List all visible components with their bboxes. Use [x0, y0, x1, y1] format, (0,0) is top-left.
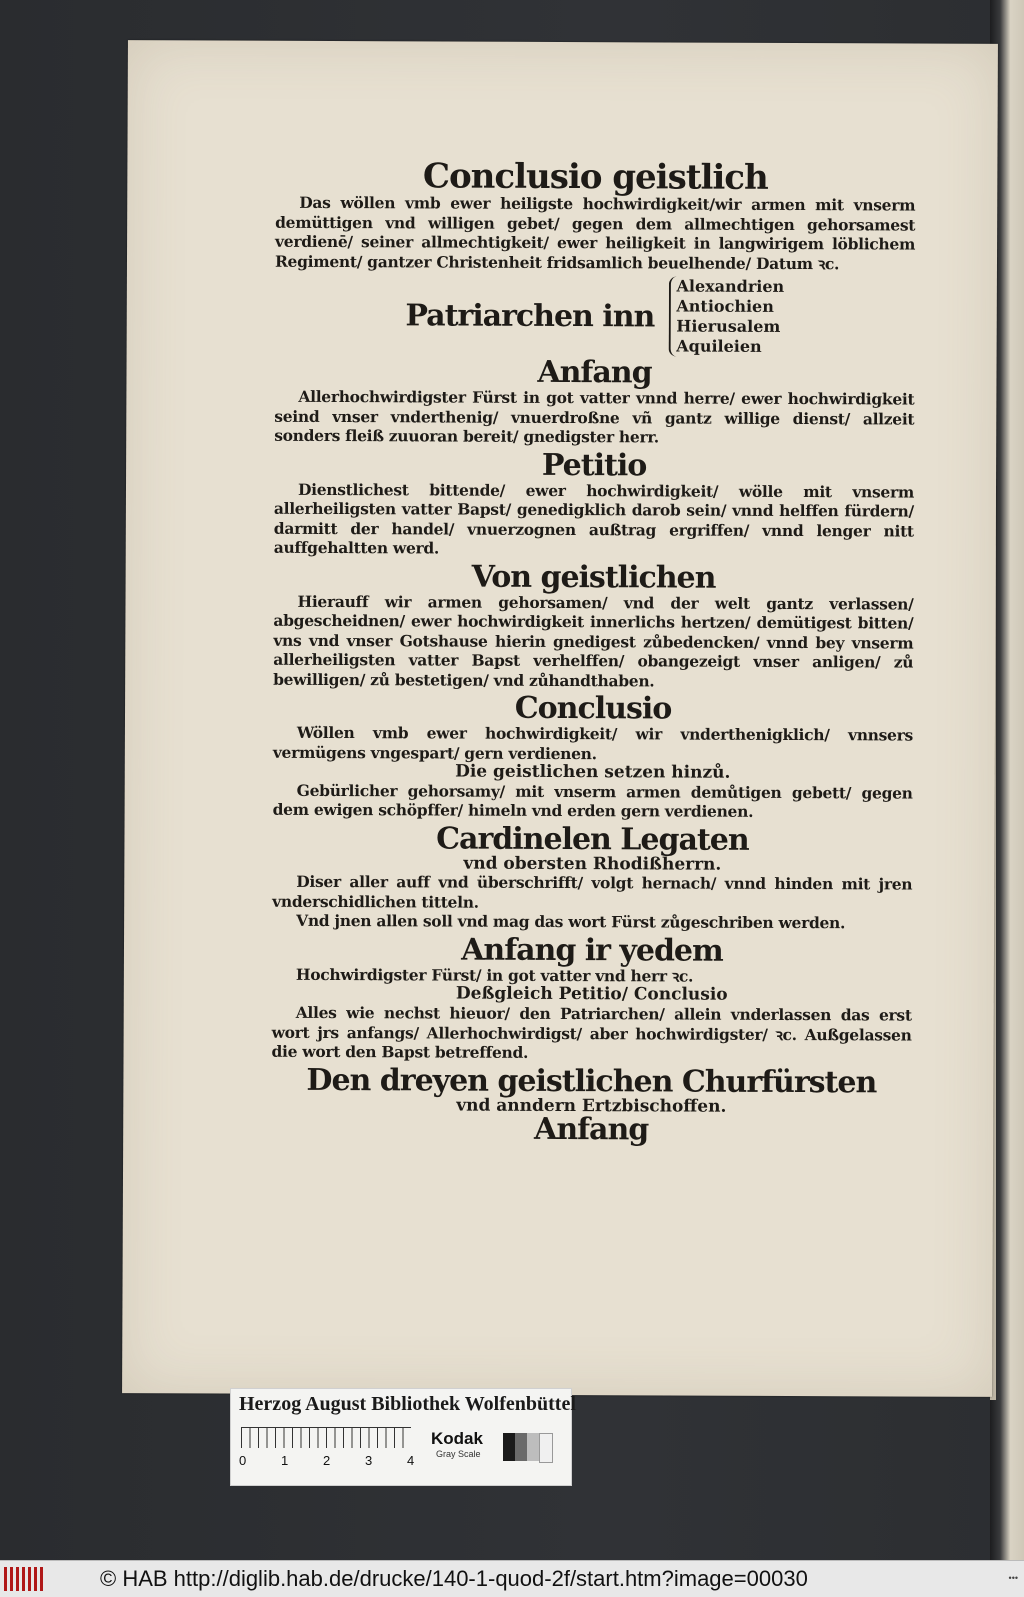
paragraph-conclusio-geistlich: Das wöllen vmb ewer heiligste hochwirdigkeit/wir armen mit vnserm demüttigen vnd willigen gebet/ gegen dem allmechtigen gehorsamest verdienē/ seiner allmechtigkeit/ ewer heiligkeit in langwirigem löblichem Regiment/ gantzer Christenheit fridsamlich beuelhende/ Datum ꝛc. [274, 192, 916, 273]
page-text [271, 156, 916, 1148]
footer-bar [0, 1560, 1024, 1597]
ruler-number: 2 [323, 1453, 331, 1468]
heading-den-dreyen: Den dreyen geistlichen Churfürsten [306, 1062, 877, 1100]
kodak-label: Kodak [431, 1429, 483, 1448]
gray-swatch [515, 1433, 527, 1461]
paragraph-hochwirdigster: Hochwirdigster Fürst/ in got vatter vnd herr ꝛc. [295, 964, 694, 986]
paragraph-petitio: Dienstlichest bittende/ ewer hochwirdigkeit/ wölle mit vnserm allerheiligsten vatter Bapst/ genedigklich darob sein/ vnnd helffen fürdern/ darmitt der handel/ vnuerzognen außtrag ergriffen/ vnnd lenger nitt auffgehaltten werd. [273, 479, 915, 558]
patriarchen-list [668, 276, 784, 357]
paragraph-anfang: Allerhochwirdigster Fürst in got vatter vnnd herre/ ewer hochwirdigkeit seind vnser vnderthenig/ vnuerdroßne vñ gantz willige dienst/ allzeit sonders fleiß zuuoran bereit/ gnedigster herr. [274, 386, 915, 447]
hab-logo-icon [4, 1567, 46, 1591]
heading-anfang-final: Anfang [534, 1112, 649, 1148]
heading-conclusio: Conclusio [514, 690, 672, 727]
footer-copyright-url[interactable]: © HAB http://diglib.hab.de/drucke/140-1-quod-2f/start.htm?image=00030 [100, 1566, 808, 1591]
subheading-obersten: vnd obersten Rhodißherrn. [463, 853, 722, 875]
paragraph-diser: Diser aller auff vnd überschrifft/ volgt hernach/ vnnd hinden mit jren vnderschidlichen titteln. [272, 872, 913, 912]
scanned-page [122, 40, 998, 1397]
ruler-number: 4 [407, 1453, 415, 1468]
paragraph-alles: Alles wie nechst hieuor/ den Patriarchen/ allein vnderlassen das erst wort jrs anfangs/ Allerhochwirdigst/ aber hochwirdigster/ ꝛc. Außgelassen die wort den Bapst betreffend. [271, 1002, 912, 1062]
scale-ruler [241, 1427, 411, 1448]
paragraph-vnd-jnen: Vnd jnen allen soll vnd mag das wort Fürst zůgeschriben werden. [296, 911, 846, 933]
gray-swatch [503, 1433, 515, 1461]
color-calibration-card [230, 1388, 576, 1486]
heading-petitio: Petitio [541, 447, 647, 483]
heading-von-geistlichen: Von geistlichen [471, 559, 716, 596]
heading-anfang: Anfang [537, 354, 652, 391]
subheading-anndern: vnd anndern Ertzbischoffen. [456, 1095, 727, 1117]
list-item: Alexandrien [676, 276, 785, 296]
gray-swatch [527, 1433, 539, 1461]
heading-anfang-yedem: Anfang ir yedem [461, 932, 723, 969]
gray-scale-label: Gray Scale [436, 1449, 481, 1459]
patriarchen-block [275, 275, 915, 358]
footer-dots: ••• [1008, 1573, 1018, 1583]
list-item: Hierusalem [676, 316, 781, 336]
subheading-desgleich: Deßgleich Petitio/ Conclusio [455, 983, 728, 1006]
paragraph-conclusio: Wöllen vmb ewer hochwirdigkeit/ wir vnderthenigklich/ vnnsers vermügens vngespart/ gern verdienen. [272, 722, 913, 763]
library-name: Herzog August Bibliothek Wolfenbüttel [239, 1393, 576, 1415]
list-item: Antiochien [676, 296, 774, 316]
patriarchen-label: Patriarchen inn [405, 297, 655, 334]
paragraph-geburlicher: Gebürlicher gehorsamy/ mit vnserm armen demůtigen gebett/ gegen dem ewigen schöpffer/ himeln vnd erden gern verdienen. [272, 780, 913, 822]
ruler-number: 0 [239, 1453, 247, 1468]
heading-conclusio-geistlich: Conclusio geistlich [422, 156, 768, 198]
paragraph-von-geistlichen: Hierauff wir armen gehorsamen/ vnd der welt gantz verlassen/ abgescheidnen/ ewer hochwirdigkeit innerlichs hertzen/ demütigest bitten/ vns vnd vnser Gotshause hierin gnedigest zůbedencken/ vnnd bey vnserm allerheiligsten vatter Bapst verhelffen/ obangezeigt vnser anligen/ zů bewilligen/ zů bestetigen/ vnd zůhandthaben. [273, 591, 914, 690]
ruler-number: 1 [281, 1453, 289, 1468]
subheading-geistlichen-setzen: Die geistlichen setzen hinzů. [455, 761, 731, 783]
gray-swatch [539, 1433, 553, 1463]
ruler-number: 3 [365, 1453, 373, 1468]
list-item: Aquileien [676, 336, 762, 356]
heading-cardinelen: Cardinelen Legaten [436, 821, 749, 858]
